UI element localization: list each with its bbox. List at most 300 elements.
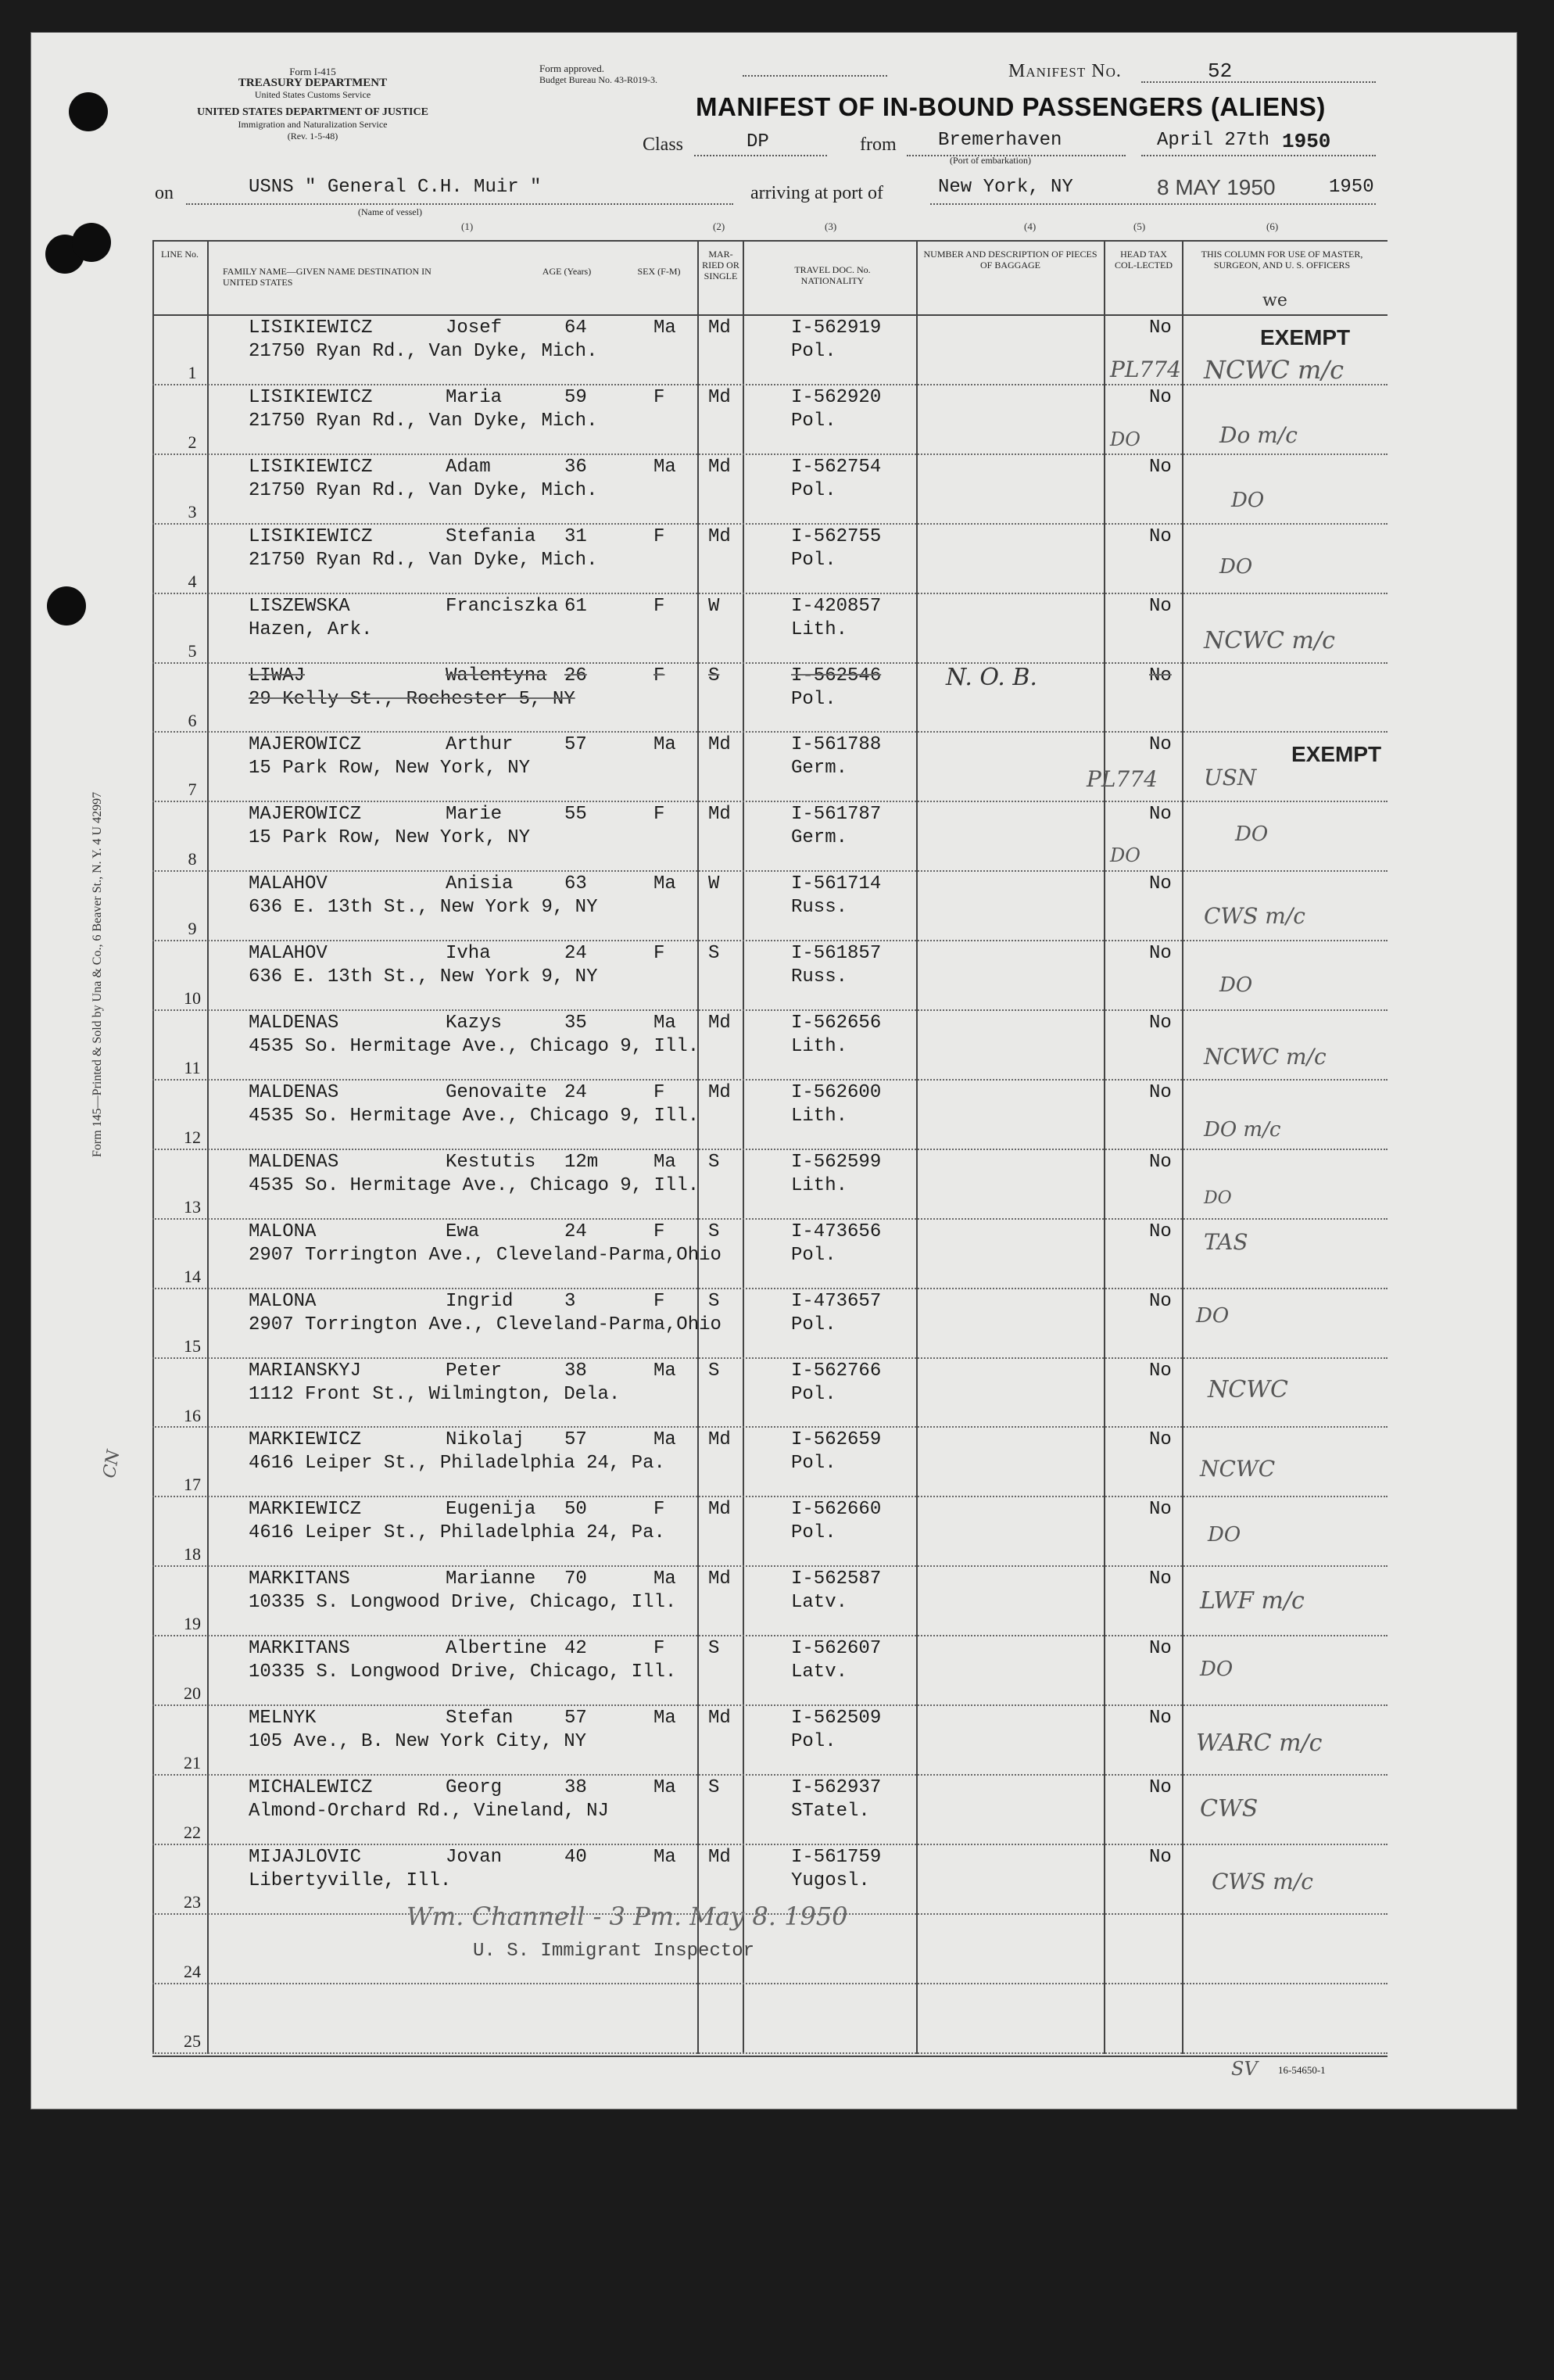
line-number: 2 [188,432,197,452]
line-number: 22 [184,1822,201,1842]
family-name: LISIKIEWICZ [249,456,373,478]
budget-bureau: Budget Bureau No. 43-R019-3. [539,74,657,85]
handwritten-note: PL774 [1110,357,1181,382]
footer-initials: SV [1231,2058,1258,2080]
given-name: Kazys [446,1013,503,1034]
head-tax-collected: No [1149,804,1172,826]
header-officers: THIS COLUMN FOR USE OF MASTER, SURGEON, AND U. S. OFFICERS [1201,249,1363,271]
marital-status: S [708,1151,720,1173]
given-name: Kestutis [446,1151,536,1173]
marital-status: S [708,1776,720,1798]
treasury-department: TREASURY DEPARTMENT [238,77,388,89]
age: 31 [564,525,587,547]
sex: Ma [653,873,676,895]
sex: F [653,1638,665,1660]
handwritten-note: WARC m/c [1196,1729,1323,1757]
line-number: 17 [184,1475,201,1495]
line-number: 8 [188,849,197,869]
family-name: MALDENAS [249,1151,339,1173]
manifest-number: 52 [1208,59,1233,83]
handwritten-note: DO [1219,973,1253,997]
handwritten-note: DO [1219,555,1253,579]
departure-year: 1950 [1282,130,1331,153]
head-tax-collected: No [1149,1081,1172,1103]
given-name: Ewa [446,1220,480,1242]
age: 61 [564,595,587,617]
destination: 4535 So. Hermitage Ave., Chicago 9, Ill. [249,1105,700,1127]
handwritten-note: NCWC m/c [1204,355,1345,385]
destination: 105 Ave., B. New York City, NY [249,1731,587,1752]
table-row [0,664,1554,734]
destination: 21750 Ryan Rd., Van Dyke, Mich. [249,549,598,571]
given-name: Walentyna [446,665,547,686]
line-number: 3 [188,501,197,522]
header-age: AGE (Years) [542,266,592,277]
table-row [0,872,1554,942]
sex: F [653,386,665,408]
head-tax-collected: No [1149,1013,1172,1034]
sex: Ma [653,1013,676,1034]
age: 57 [564,734,587,756]
nationality: Russ. [791,966,848,988]
nationality: Lith. [791,1174,848,1196]
line-number: 14 [184,1266,201,1286]
table-row [0,1636,1554,1707]
travel-doc-number: I-562766 [791,1360,882,1382]
ins-service: Immigration and Naturalization Service [238,119,388,130]
given-name: Peter [446,1360,503,1382]
table-row [0,1150,1554,1220]
marital-status: S [708,1290,720,1312]
travel-doc-number: I-562587 [791,1568,882,1590]
sex: Ma [653,1846,676,1868]
given-name: Nikolaj [446,1429,525,1451]
nationality: Russ. [791,897,848,919]
travel-doc-number: I-561787 [791,804,882,826]
class-label: Class [643,134,684,155]
marital-status: Md [708,1081,731,1103]
travel-doc-number: I-473656 [791,1220,882,1242]
destination: 4616 Leiper St., Philadelphia 24, Pa. [249,1522,665,1544]
sex: Ma [653,734,676,756]
nationality: Lith. [791,618,848,640]
revision-date: (Rev. 1-5-48) [287,131,338,142]
column-number: (4) [1024,220,1037,232]
age: 42 [564,1638,587,1660]
line-number: 16 [184,1405,201,1425]
class-value: DP [747,131,769,152]
handwritten-note: DO [1235,823,1269,846]
age: 24 [564,1220,587,1242]
age: 24 [564,1081,587,1103]
nationality: Latv. [791,1661,848,1683]
handwritten-note: DO [1110,844,1140,866]
sex: Ma [653,1776,676,1798]
head-tax-collected: No [1149,665,1172,686]
handwritten-note: CWS [1200,1795,1259,1823]
given-name: Franciszka [446,595,559,617]
line-number: 1 [188,363,197,382]
table-row [0,733,1554,803]
head-tax-collected: No [1149,386,1172,408]
nationality: Lith. [791,1036,848,1057]
line-number: 4 [188,571,197,591]
family-name: MALDENAS [249,1013,339,1034]
column-number: (3) [825,220,837,232]
sex: Ma [653,1360,676,1382]
given-name: Maria [446,386,503,408]
table-row [0,1359,1554,1429]
marital-status: S [708,665,720,686]
travel-doc-number: I-562656 [791,1013,882,1034]
table-row [0,1081,1554,1151]
sex: F [653,1290,665,1312]
nationality: Pol. [791,410,836,432]
age: 12m [564,1151,599,1173]
marital-status: W [708,873,720,895]
age: 64 [564,317,587,339]
punch-hole [69,92,108,131]
destination: 15 Park Row, New York, NY [249,758,531,780]
head-tax-collected: No [1149,1638,1172,1660]
handwritten-note: DO [1200,1658,1234,1681]
officer-stamp: EXEMPT [1260,325,1351,349]
manifest-label: Manifest No. [1008,61,1122,81]
header-married: MAR-RIED OR SINGLE [702,249,739,281]
row-divider [152,2052,1388,2054]
table-row [0,1984,1554,2055]
table-row [0,455,1554,525]
age: 38 [564,1360,587,1382]
travel-doc-number: I-561788 [791,734,882,756]
travel-doc-number: I-561714 [791,873,882,895]
given-name: Adam [446,456,491,478]
handwritten-note: TAS [1204,1229,1248,1255]
line-number: 6 [188,710,197,730]
nationality: Pol. [791,1731,836,1752]
given-name: Ivha [446,943,491,965]
table-row [0,385,1554,456]
line-number: 18 [184,1544,201,1565]
destination: 4535 So. Hermitage Ave., Chicago 9, Ill. [249,1036,700,1057]
printer-imprint: Form 145—Printed & Sold by Una & Co., 6 Beaver St., N. Y. 4 U 42997 [91,791,104,1157]
travel-doc-number: I-562919 [791,317,882,339]
line-number: 15 [184,1335,201,1356]
family-name: LISZEWSKA [249,595,350,617]
header-line-no: LINE No. [161,249,199,260]
handwritten-note: DO m/c [1204,1118,1281,1142]
arrival-date-stamp: 8 MAY 1950 [1157,175,1276,199]
handwritten-note: USN [1204,765,1257,790]
travel-doc-number: I-420857 [791,595,882,617]
officers-handwriting: we [1262,291,1287,310]
destination: 2907 Torrington Ave., Cleveland-Parma,Ohio [249,1244,722,1266]
handwritten-note: DO [1204,1188,1232,1208]
arrival-year: 1950 [1329,177,1374,198]
header-head-tax: HEAD TAX COL-LECTED [1115,249,1173,271]
handwritten-note: NCWC [1208,1376,1288,1403]
handwritten-note: DO [1231,489,1265,512]
family-name: MARKIEWICZ [249,1499,362,1521]
header-travel-doc: TRAVEL DOC. No. NATIONALITY [794,264,871,286]
age: 50 [564,1499,587,1521]
destination: 29 Kelly St., Rochester 5, NY [249,688,575,710]
baggage-description: N. O. B. [946,663,1037,691]
officer-stamp: EXEMPT [1291,742,1382,767]
marital-status: Md [708,1499,731,1521]
sex: F [653,943,665,965]
sex: F [653,1220,665,1242]
family-name: MALDENAS [249,1081,339,1103]
nationality: Pol. [791,549,836,571]
head-tax-collected: No [1149,1220,1172,1242]
sex: F [653,1499,665,1521]
marital-status: Md [708,456,731,478]
nationality: STatel. [791,1800,870,1822]
line-number: 5 [188,640,197,661]
marital-status: S [708,943,720,965]
form-number: Form I-415 [289,66,336,77]
line-number: 10 [184,988,201,1009]
column-number: (6) [1266,220,1279,232]
travel-doc-number: I-562937 [791,1776,882,1798]
customs-service: United States Customs Service [254,89,371,100]
destination: 2907 Torrington Ave., Cleveland-Parma,Ohio [249,1314,722,1335]
sex: F [653,1081,665,1103]
port-of-embarkation: Bremerhaven [938,130,1062,151]
table-row [0,525,1554,595]
nationality: Germ. [791,758,848,780]
arriving-label: arriving at port of [750,183,883,203]
nationality: Yugosl. [791,1869,870,1891]
marital-status: Md [708,386,731,408]
head-tax-collected: No [1149,1290,1172,1312]
family-name: MARKIEWICZ [249,1429,362,1451]
handwritten-note: CWS m/c [1212,1869,1313,1894]
inspector-title: U. S. Immigrant Inspector [473,1941,755,1962]
port-of-arrival: New York, NY [938,177,1073,198]
head-tax-collected: No [1149,317,1172,339]
head-tax-collected: No [1149,1568,1172,1590]
age: 59 [564,386,587,408]
destination: 1112 Front St., Wilmington, Dela. [249,1383,621,1405]
marital-status: Md [708,804,731,826]
head-tax-collected: No [1149,873,1172,895]
sex: F [653,665,665,686]
table-row [0,1776,1554,1846]
family-name: LISIKIEWICZ [249,386,373,408]
travel-doc-number: I-562755 [791,525,882,547]
table-row [0,1428,1554,1498]
sex: F [653,804,665,826]
age: 36 [564,456,587,478]
table-row [0,802,1554,873]
head-tax-collected: No [1149,1499,1172,1521]
nationality: Pol. [791,479,836,501]
marital-status: S [708,1360,720,1382]
age: 3 [564,1290,576,1312]
marital-status: Md [708,1013,731,1034]
table-row [0,941,1554,1012]
nationality: Pol. [791,1453,836,1475]
head-tax-collected: No [1149,734,1172,756]
line-number: 19 [184,1614,201,1634]
head-tax-collected: No [1149,525,1172,547]
port-embarkation-caption: (Port of embarkation) [950,155,1031,166]
travel-doc-number: I-561759 [791,1846,882,1868]
on-label: on [155,183,174,203]
destination: 636 E. 13th St., New York 9, NY [249,966,598,988]
travel-doc-number: I-562754 [791,456,882,478]
given-name: Arthur [446,734,514,756]
sex: Ma [653,456,676,478]
handwritten-note: DO [1196,1304,1230,1328]
destination: Almond-Orchard Rd., Vineland, NJ [249,1800,609,1822]
column-number: (5) [1133,220,1146,232]
handwritten-note: CWS m/c [1204,903,1305,929]
head-tax-collected: No [1149,1151,1172,1173]
destination: 10335 S. Longwood Drive, Chicago, Ill. [249,1592,677,1614]
destination: 4535 So. Hermitage Ave., Chicago 9, Ill. [249,1174,700,1196]
line-number: 11 [184,1058,201,1077]
head-tax-collected: No [1149,943,1172,965]
family-name: MAJEROWICZ [249,804,362,826]
vessel-name: USNS " General C.H. Muir " [249,177,542,198]
line-number: 13 [184,1196,201,1217]
head-tax-collected: No [1149,1360,1172,1382]
age: 40 [564,1846,587,1868]
travel-doc-number: I-562600 [791,1081,882,1103]
handwritten-note: DO [1110,428,1140,450]
destination: 636 E. 13th St., New York 9, NY [249,897,598,919]
document-title: MANIFEST OF IN-BOUND PASSENGERS (ALIENS) [696,92,1326,121]
family-name: MALONA [249,1290,317,1312]
from-label: from [860,134,897,155]
marital-status: Md [708,1708,731,1729]
given-name: Marie [446,804,503,826]
sex: Ma [653,1429,676,1451]
given-name: Albertine [446,1638,547,1660]
marital-status: S [708,1220,720,1242]
head-tax-collected: No [1149,1429,1172,1451]
line-number: 12 [184,1127,201,1147]
marital-status: Md [708,734,731,756]
marital-status: S [708,1638,720,1660]
line-number: 20 [184,1683,201,1704]
destination: 21750 Ryan Rd., Van Dyke, Mich. [249,410,598,432]
destination: 10335 S. Longwood Drive, Chicago, Ill. [249,1661,677,1683]
column-number: (2) [713,220,725,232]
travel-doc-number: I-561857 [791,943,882,965]
marital-status: W [708,595,720,617]
family-name: LISIKIEWICZ [249,525,373,547]
vessel-caption: (Name of vessel) [358,206,422,217]
nationality: Pol. [791,688,836,710]
head-tax-collected: No [1149,1776,1172,1798]
table-row [0,1220,1554,1290]
travel-doc-number: I-562920 [791,386,882,408]
handwritten-note: NCWC m/c [1204,627,1335,654]
given-name: Genovaite [446,1081,547,1103]
nationality: Pol. [791,1383,836,1405]
table-row [0,1289,1554,1360]
head-tax-collected: No [1149,1708,1172,1729]
age: 57 [564,1429,587,1451]
handwritten-note: Do m/c [1219,422,1298,448]
departure-date: April 27th [1157,130,1270,151]
line-number: 7 [188,780,197,800]
handwritten-note: PL774 [1087,766,1158,792]
handwritten-note: NCWC [1200,1456,1276,1482]
destination: 21750 Ryan Rd., Van Dyke, Mich. [249,479,598,501]
given-name: Stefania [446,525,536,547]
travel-doc-number: I-562660 [791,1499,882,1521]
family-name: MICHALEWICZ [249,1776,373,1798]
head-tax-collected: No [1149,595,1172,617]
nationality: Pol. [791,341,836,362]
marital-status: Md [708,1568,731,1590]
table-row [0,1567,1554,1637]
given-name: Georg [446,1776,503,1798]
given-name: Stefan [446,1708,514,1729]
marital-status: Md [708,525,731,547]
age: 26 [564,665,587,686]
handwritten-note: DO [1208,1523,1241,1547]
age: 70 [564,1568,587,1590]
destination: 21750 Ryan Rd., Van Dyke, Mich. [249,341,598,362]
header-baggage: NUMBER AND DESCRIPTION OF PIECES OF BAGGAGE [923,249,1097,271]
destination: 15 Park Row, New York, NY [249,827,531,849]
column-number: (1) [461,220,474,232]
marital-status: Md [708,1846,731,1868]
travel-doc-number: I-562599 [791,1151,882,1173]
line-number: 21 [184,1753,201,1772]
family-name: MALAHOV [249,873,328,895]
family-name: MALONA [249,1220,317,1242]
family-name: MALAHOV [249,943,328,965]
sex: F [653,595,665,617]
travel-doc-number: I-562509 [791,1708,882,1729]
nationality: Germ. [791,827,848,849]
marital-status: Md [708,1429,731,1451]
nationality: Latv. [791,1592,848,1614]
age: 38 [564,1776,587,1798]
sex: Ma [653,1708,676,1729]
given-name: Josef [446,317,503,339]
given-name: Anisia [446,873,514,895]
travel-doc-number: I-473657 [791,1290,882,1312]
sex: F [653,525,665,547]
destination: Libertyville, Ill. [249,1869,452,1891]
form-approved: Form approved. [539,63,605,74]
family-name: MARIANSKYJ [249,1360,362,1382]
sex: Ma [653,1568,676,1590]
table-row [0,1497,1554,1568]
line-number: 9 [188,919,197,939]
age: 63 [564,873,587,895]
family-name: MARKITANS [249,1568,350,1590]
handwritten-note: LWF m/c [1200,1587,1305,1615]
given-name: Jovan [446,1846,503,1868]
family-name: MARKITANS [249,1638,350,1660]
marital-status: Md [708,317,731,339]
nationality: Lith. [791,1105,848,1127]
head-tax-collected: No [1149,456,1172,478]
nationality: Pol. [791,1244,836,1266]
nationality: Pol. [791,1314,836,1335]
nationality: Pol. [791,1522,836,1544]
destination: 4616 Leiper St., Philadelphia 24, Pa. [249,1453,665,1475]
